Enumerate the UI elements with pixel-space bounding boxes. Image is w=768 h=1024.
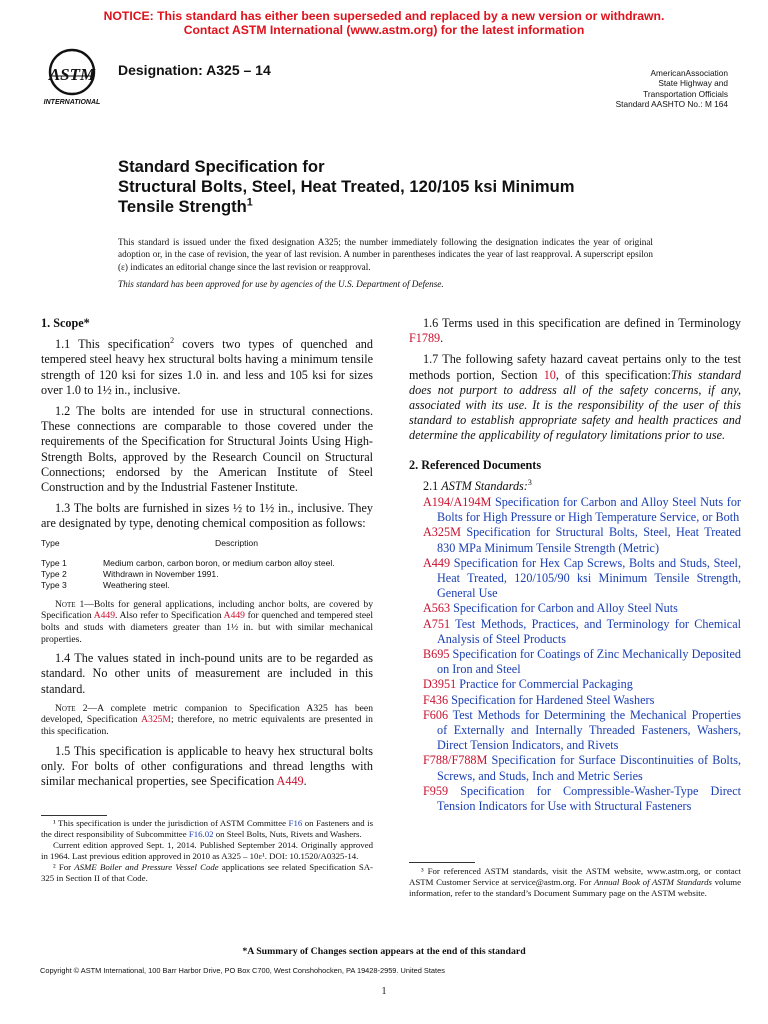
page-number: 1 [381, 986, 387, 997]
footnotes-right [409, 866, 741, 899]
reference-item [423, 525, 741, 555]
title-footnote-mark: 1 [246, 196, 253, 209]
notice-line-1: NOTICE: This standard has either been superseded and replaced by a new version or withdrawn. [103, 9, 665, 23]
logo-text: ASTM [48, 65, 96, 84]
para-1-2: 1.2 The bolts are intended for use in structural connections. These connections are comparable to those covered under the requirements of the Specification for Structural Joints Using High-Strength Bolts, approved by the Research Council on Structural Connections; endorsed by the American Institute of Steel Construction and by the Industrial Fastener Institute. [41, 404, 373, 495]
reference-item [423, 556, 741, 602]
reference-list [409, 495, 741, 814]
reference-item [423, 617, 741, 647]
title-line-1: Standard Specification for [118, 157, 325, 176]
aashto-line: Transportation Officials [643, 88, 728, 99]
aashto-line: Standard AASHTO No.: M 164 [615, 99, 728, 110]
table-row: Type 3 Weathering steel. [41, 580, 170, 591]
reference-item [423, 495, 741, 525]
reference-title-link[interactable]: Practice for Commercial Packaging [456, 677, 633, 692]
reference-code-link[interactable]: F606 [423, 707, 449, 722]
summary-of-changes-note: *A Summary of Changes section appears at the end of this standard [242, 946, 526, 957]
type-table [41, 538, 373, 591]
link-section-10[interactable]: 10 [543, 367, 556, 382]
designation: Designation: A325 – 14 [118, 62, 271, 78]
astm-logo [38, 46, 110, 108]
aashto-line: State Highway and [658, 78, 728, 89]
link-a449[interactable]: A449 [276, 774, 304, 788]
reference-title-link[interactable]: Specification for Hardened Steel Washers [448, 692, 655, 707]
reference-code-link[interactable]: D3951 [423, 677, 457, 692]
footnote-rule [41, 815, 107, 816]
reference-title-link[interactable]: Specification for Compressible-Washer-Type Direct Tension Indicators for Use with Structural Fasteners [437, 783, 741, 814]
para-1-4: 1.4 The values stated in inch-pound units are to be regarded as standard. No other units of measurement are included in this standard. [41, 651, 373, 696]
footnotes-left [41, 818, 373, 884]
reference-code-link[interactable]: F959 [423, 783, 449, 798]
reference-title-link[interactable]: Specification for Carbon and Alloy Steel Nuts for Bolts for High Pressure or High Temperature Service, or Both [437, 495, 741, 525]
note-2: Note 2—A complete metric companion to Specification A325 has been developed, Specification A325M; therefore, no metric equivalents are presented in this specification. [41, 702, 373, 737]
reference-code-link[interactable]: B695 [423, 647, 450, 662]
reference-item [423, 708, 741, 754]
table-header: Description [215, 537, 258, 548]
reference-item [423, 601, 741, 616]
para-1-1: 1.1 This specification$^2$ covers two types of quenched and tempered steel heavy hex structural bolts having a minimum tensile strength of 120 ksi for sizes 1.0 in. and less and 105 ksi for sizes over 1.0 to 1½ in., inclusive. [41, 336, 373, 397]
astm-standards-subheading: 2.1 ASTM Standards:$^3$ [423, 477, 532, 493]
reference-item [423, 784, 741, 814]
reference-item [423, 753, 741, 783]
withdrawn-notice [0, 10, 768, 37]
para-1-7: 1.7 The following safety hazard caveat pertains only to the test methods portion, Section 10, of this specification:This standard does not purport to address all of the safety concerns, if any, associated with its use. It is the responsibility of the user of this standard to establish appropriate safety and health practices and determine the applicability of regulatory limitations prior to use. [409, 352, 742, 443]
reference-item [423, 677, 741, 692]
title-line-2: Structural Bolts, Steel, Heat Treated, 120/105 ksi Minimum [118, 177, 575, 196]
reference-title-link[interactable]: Specification for Carbon and Alloy Steel Nuts [450, 601, 678, 616]
references-heading: 2. Referenced Documents [409, 457, 542, 472]
reference-code-link[interactable]: A194/A194M [423, 495, 492, 510]
table-row: Type 2 Withdrawn in November 1991. [41, 569, 219, 580]
intro-paragraph: This standard is issued under the fixed designation A325; the number immediately following the designation indicates the year of original adoption or, in the case of revision, the year of last revision. A number in parentheses indicates the year of last reapproval. A superscript epsilon (ε) indicates an editorial change since the last revision or reapproval. [118, 237, 653, 272]
table-header: Type [41, 537, 60, 548]
title-line-3: Tensile Strength [118, 197, 247, 216]
reference-title-link[interactable]: Specification for Coatings of Zinc Mechanically Deposited on Iron and Steel [437, 647, 741, 677]
link-f1789[interactable]: F1789 [409, 331, 441, 346]
link-a449[interactable]: A449 [93, 610, 116, 622]
notice-line-2: Contact ASTM International (www.astm.org) for the latest information [183, 22, 585, 37]
reference-item [423, 693, 741, 708]
link-subcommittee-f1602[interactable]: F16.02 [188, 829, 214, 839]
reference-title-link[interactable]: Specification for Structural Bolts, Steel, Heat Treated 830 MPa Minimum Tensile Strength (Metric) [437, 525, 741, 555]
reference-title-link[interactable]: Specification for Hex Cap Screws, Bolts and Studs, Steel, Heat Treated, 120/105/90 ksi Minimum Tensile Strength, General Use [437, 555, 741, 601]
reference-code-link[interactable]: A449 [423, 555, 451, 570]
copyright-line: Copyright © ASTM International, 100 Barr Harbor Drive, PO Box C700, West Conshohocken, PA 19428-2959. United States [40, 966, 445, 975]
reference-code-link[interactable]: A563 [423, 601, 451, 616]
para-1-3: 1.3 The bolts are furnished in sizes ½ to 1½ in., inclusive. They are designated by type, denoting chemical composition as follows: [41, 501, 373, 531]
scope-heading: 1. Scope* [41, 316, 90, 330]
reference-title-link[interactable]: Test Methods for Determining the Mechanical Properties of Externally and Internally Threaded Fasteners, Washers, Direct Tension Indicators, and Rivets [437, 707, 741, 753]
reference-title-link[interactable]: Test Methods, Practices, and Terminology for Chemical Analysis of Steel Products [437, 616, 741, 646]
document-title [118, 157, 718, 217]
reference-code-link[interactable]: F788/F788M [423, 753, 488, 768]
reference-title-link[interactable]: Specification for Surface Discontinuities of Bolts, Screws, and Studs, Inch and Metric Series [437, 753, 741, 783]
footnote-rule [409, 862, 475, 863]
link-committee-f16[interactable]: F16 [288, 818, 303, 828]
right-column [409, 316, 741, 814]
para-1-5: 1.5 This specification is applicable to heavy hex structural bolts only. For bolts of other configurations and thread lengths with similar mechanical properties, see Specification A449. [41, 743, 373, 788]
reference-code-link[interactable]: F436 [423, 692, 449, 707]
logo-subtext: INTERNATIONAL [43, 99, 101, 106]
reference-code-link[interactable]: A325M [423, 525, 461, 540]
table-row: Type 1 Medium carbon, carbon boron, or medium carbon alloy steel. [41, 558, 335, 569]
para-1-6: 1.6 Terms used in this specification are defined in Terminology F1789. [409, 316, 741, 346]
reference-item [423, 647, 741, 677]
footnote-1: ¹ This specification is under the jurisdiction of ASTM Committee F16 on Fasteners and is the direct responsibility of Subcommittee F16.02 on Steel Bolts, Nuts, Rivets and Washers. [41, 818, 373, 839]
footnote-1-edition: Current edition approved Sept. 1, 2014. Published September 2014. Originally approved in 1964. Last previous edition approved in 2010 as A325 – 10ε¹. DOI: 10.1520/A0325-14. [41, 840, 373, 861]
left-column [41, 316, 373, 795]
aashto-line: AmericanAssociation [650, 68, 728, 78]
footnote-2: ² For ASME Boiler and Pressure Vessel Code applications see related Specification SA-325 in Section II of that Code. [41, 862, 373, 883]
footnote-3: ³ For referenced ASTM standards, visit the ASTM website, www.astm.org, or contact ASTM Customer Service at service@astm.org. For Annual Book of ASTM Standards volume information, refer to the standard’s Document Summary page on the ASTM website. [409, 866, 741, 898]
link-a325m[interactable]: A325M [141, 714, 171, 726]
link-a449[interactable]: A449 [223, 610, 245, 622]
approval-statement: This standard has been approved for use by agencies of the U.S. Department of Defense. [118, 279, 444, 289]
aashto-block [468, 68, 728, 110]
note-1: Note 1—Bolts for general applications, including anchor bolts, are covered by Specification A449. Also refer to Specification A449 for quenched and tempered steel bolts and studs with diameters greater than 1½ in. but with similar mechanical properties. [41, 598, 374, 645]
reference-code-link[interactable]: A751 [423, 616, 451, 631]
